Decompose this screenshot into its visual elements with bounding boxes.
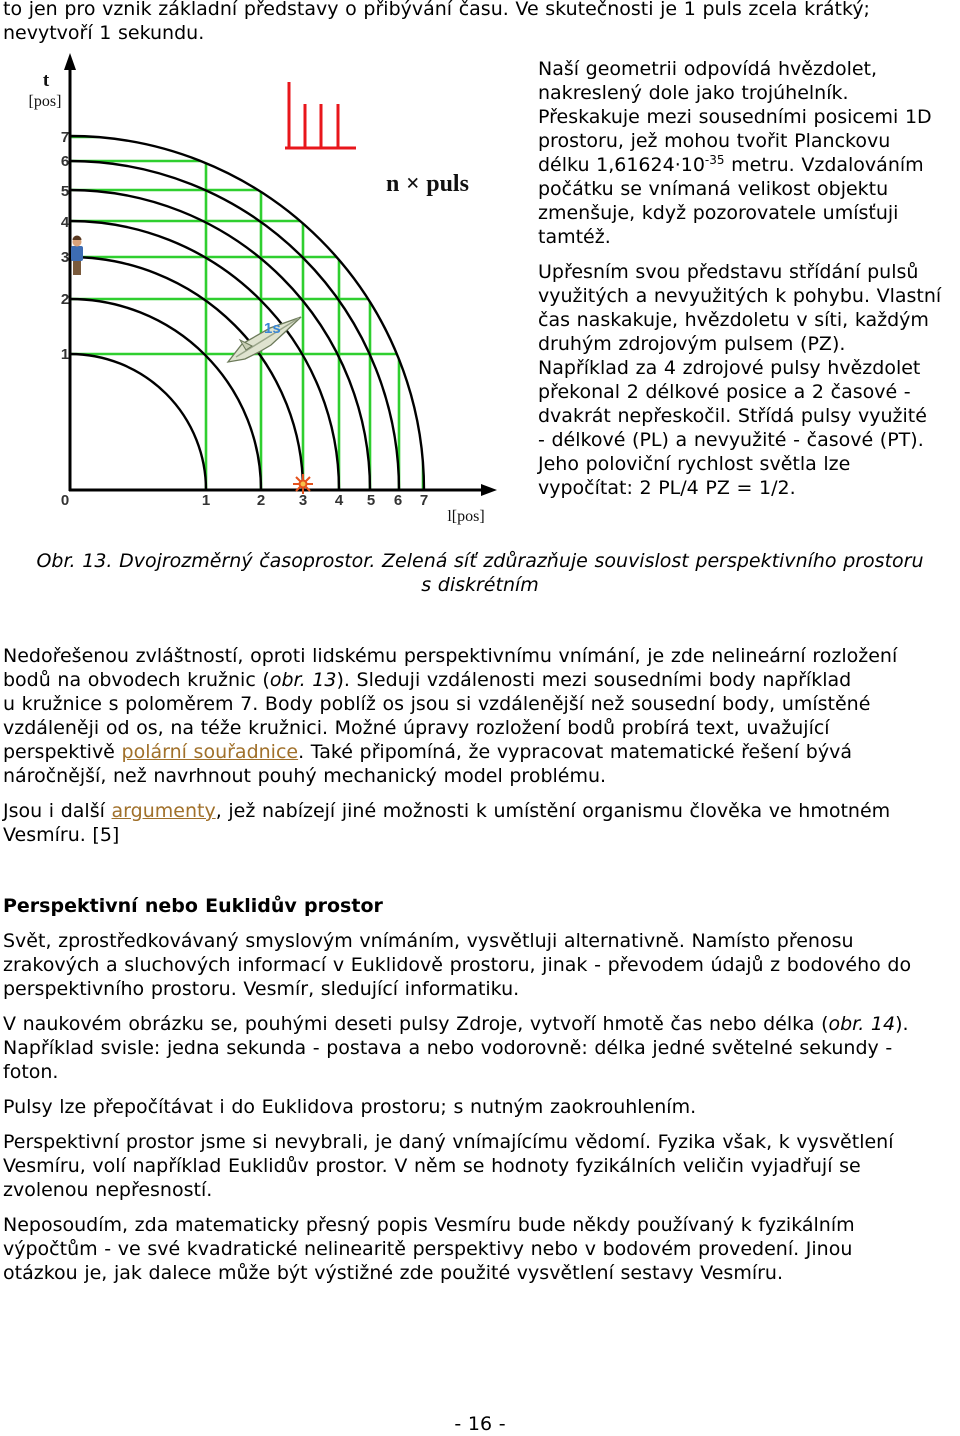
body-line: u kružnice s poloměrem 7. Body poblíž os jsou si vzdálenější než sousední body, umístěné <box>3 693 871 715</box>
text-fragment: V naukovém obrázku se, pouhými deseti pulsy Zdroje, vytvoří hmotě čas nebo délka ( <box>3 1013 829 1035</box>
body-line: Svět, zprostředkovávaný smyslovým vnímáním, vysvětluji alternativně. Namísto přenosu <box>3 930 854 952</box>
time-axis-unit: [pos] <box>28 93 62 110</box>
arc-radius-1 <box>70 354 206 490</box>
paragraph <box>3 1012 911 1084</box>
body-line: výpočtům - ve své kvadratické nelinearitě perspektivy nebo v bodovém provedení. Jinou <box>3 1238 853 1260</box>
length-tick-label: 7 <box>419 492 429 509</box>
spacetime-figure <box>0 0 520 540</box>
body-line <box>3 1012 911 1036</box>
body-line: Pulsy lze přepočítávat i do Euklidova prostoru; s nutným zaokrouhlením. <box>3 1096 697 1118</box>
text-fragment: ). <box>895 1013 909 1035</box>
paragraph <box>3 799 911 847</box>
body-line: zrakových a sluchových informací v Euklidově prostoru, jinak - převodem údajů z bodového do <box>3 954 912 976</box>
time-axis-label: t <box>42 70 50 91</box>
text-fragment: , jež nabízejí jiné možnosti k umístění organismu člověka ve hmotném <box>215 800 891 822</box>
time-tick-label: 1 <box>60 346 70 363</box>
pulse-marks <box>285 82 356 148</box>
caption-line: Obr. 13. Dvojrozměrný časoprostor. Zelená síť zdůrazňuje souvislost perspektivního prostoru <box>36 550 924 572</box>
text-fragment: perspektivě <box>3 741 122 763</box>
text-fragment: ). Sleduji vzdálenosti mezi sousedními body například <box>336 669 852 691</box>
figure-reference: obr. 14 <box>828 1013 896 1035</box>
exponent: -35 <box>704 153 725 167</box>
paragraph <box>3 644 911 788</box>
page-number: - 16 - <box>454 1413 506 1435</box>
section-heading: Perspektivní nebo Euklidův prostor <box>3 895 383 917</box>
length-tick-labels <box>61 492 428 509</box>
side-line: čas naskakuje, hvězdoletu v síti, každým <box>538 309 929 331</box>
text-fragment: Jsou i další <box>3 800 112 822</box>
side-line: Přeskakuje mezi sousedními posicemi 1D <box>538 106 932 128</box>
paragraph <box>538 260 941 500</box>
side-line: Upřesním svou představu střídání pulsů <box>538 261 919 283</box>
side-line: tamtéž. <box>538 226 611 248</box>
side-line: vypočítat: 2 PL/4 PZ = 1/2. <box>538 477 796 499</box>
body-line: foton. <box>3 1061 59 1083</box>
photon-icon <box>293 474 313 494</box>
arc-radius-3 <box>70 257 303 490</box>
caption-line: s diskrétním <box>421 574 539 596</box>
paragraph <box>3 1130 911 1202</box>
side-line: Například za 4 zdrojové pulsy hvězdolet <box>538 357 921 379</box>
side-line: druhým zdrojovým pulsem (PZ). <box>538 333 846 355</box>
body-line: náročnější, než navrhnout pouhý mechanický model problému. <box>3 765 607 787</box>
body-line: Například svisle: jedna sekunda - postava a nebo vodorovně: délka jedné světelné sekundy - <box>3 1037 893 1059</box>
side-line: nakreslený dole jako trojúhelník. <box>538 82 849 104</box>
side-line: zmenšuje, když pozorovatele umísťuji <box>538 202 899 224</box>
body-line: otázkou je, jak dalece může být výstižné zde použité vysvětlení sestavy Vesmíru. <box>3 1262 784 1284</box>
body-line: Perspektivní prostor jsme si nevybrali, je daný vnímajícímu vědomí. Fyzika však, k vysvětlení <box>3 1131 894 1153</box>
side-line: dvakrát nepřeskočil. Střídá pulsy využité <box>538 405 927 427</box>
body-line: vzdáleněji od os, na téže kružnici. Možné úpravy rozložení bodů probírá text, uvažující <box>3 717 830 739</box>
time-tick-label: 7 <box>60 129 70 146</box>
origin-label: 0 <box>60 492 70 509</box>
link-argumenty[interactable]: argumenty <box>111 800 216 822</box>
time-marker-label: 1s <box>264 320 281 337</box>
axes <box>64 53 497 496</box>
paragraph <box>3 1213 911 1285</box>
body-line: Neposoudím, zda matematicky přesný popis Vesmíru bude někdy používaný k fyzikálním <box>3 1214 855 1236</box>
time-tick-label: 5 <box>60 183 70 200</box>
arc-radius-5 <box>70 190 370 490</box>
body-line <box>3 799 911 823</box>
intro-line: to jen pro vznik základní představy o přibývání času. Ve skutečnosti je 1 puls zcela krátký; <box>3 0 870 20</box>
side-line: - délkové (PL) a nevyužité - časové (PT). <box>538 429 924 451</box>
paragraph <box>538 57 941 249</box>
time-tick-label: 6 <box>60 153 70 170</box>
paragraph <box>3 1095 911 1119</box>
length-tick-label: 6 <box>393 492 403 509</box>
body-line: Vesmíru. [5] <box>3 824 120 846</box>
length-tick-label: 3 <box>298 492 308 509</box>
intro-line: nevytvoří 1 sekundu. <box>3 22 205 44</box>
body-line <box>3 740 911 764</box>
person-icon <box>71 236 83 276</box>
body-text <box>3 644 911 1296</box>
length-tick-label: 4 <box>334 492 344 509</box>
figure-side-text <box>538 57 941 511</box>
side-line: překonal 2 délkové posice a 2 časové - <box>538 381 911 403</box>
side-line <box>538 153 941 177</box>
body-line: Nedořešenou zvláštností, oproti lidskému perspektivnímu vnímání, je zde nelineární rozložení <box>3 645 898 667</box>
time-tick-label: 3 <box>60 249 70 266</box>
length-tick-label: 2 <box>256 492 266 509</box>
length-tick-label: 5 <box>366 492 376 509</box>
body-line <box>3 668 911 692</box>
text-fragment: bodů na obvodech kružnic ( <box>3 669 270 691</box>
side-line: prostoru, jež mohou tvořit Planckovu <box>538 130 891 152</box>
body-line: zvolenou nepřesností. <box>3 1179 213 1201</box>
length-tick-label: 1 <box>201 492 211 509</box>
side-line: počátku se vnímaná velikost objektu <box>538 178 889 200</box>
side-line: Naší geometrii odpovídá hvězdolet, <box>538 58 878 80</box>
side-line: Jeho poloviční rychlost světla lze <box>538 453 851 475</box>
body-line: perspektivního prostoru. Vesmír, sledující informatiku. <box>3 978 520 1000</box>
text-fragment: metru. Vzdalováním <box>724 154 924 176</box>
time-tick-label: 2 <box>60 291 70 308</box>
paragraph <box>3 929 911 1001</box>
length-axis-label: l[pos] <box>447 508 485 525</box>
link-polarni-souradnice[interactable]: polární souřadnice <box>121 741 299 763</box>
pulse-label: n × puls <box>386 171 469 197</box>
time-axis-arrow-icon <box>64 53 76 70</box>
side-line: využitých a nevyužitých k pohybu. Vlastní <box>538 285 942 307</box>
text-fragment: . Také připomíná, že vypracovat matematické řešení bývá <box>298 741 852 763</box>
figure-reference: obr. 13 <box>269 669 337 691</box>
body-line: Vesmíru, volí například Euklidův prostor. V něm se hodnoty fyzikálních veličin vyjadřují se <box>3 1155 861 1177</box>
text-fragment: délku 1,61624·10 <box>538 154 705 176</box>
length-axis-arrow-icon <box>481 484 497 496</box>
figure-caption <box>0 549 960 597</box>
time-tick-labels <box>61 129 70 363</box>
time-tick-label: 4 <box>60 214 70 231</box>
